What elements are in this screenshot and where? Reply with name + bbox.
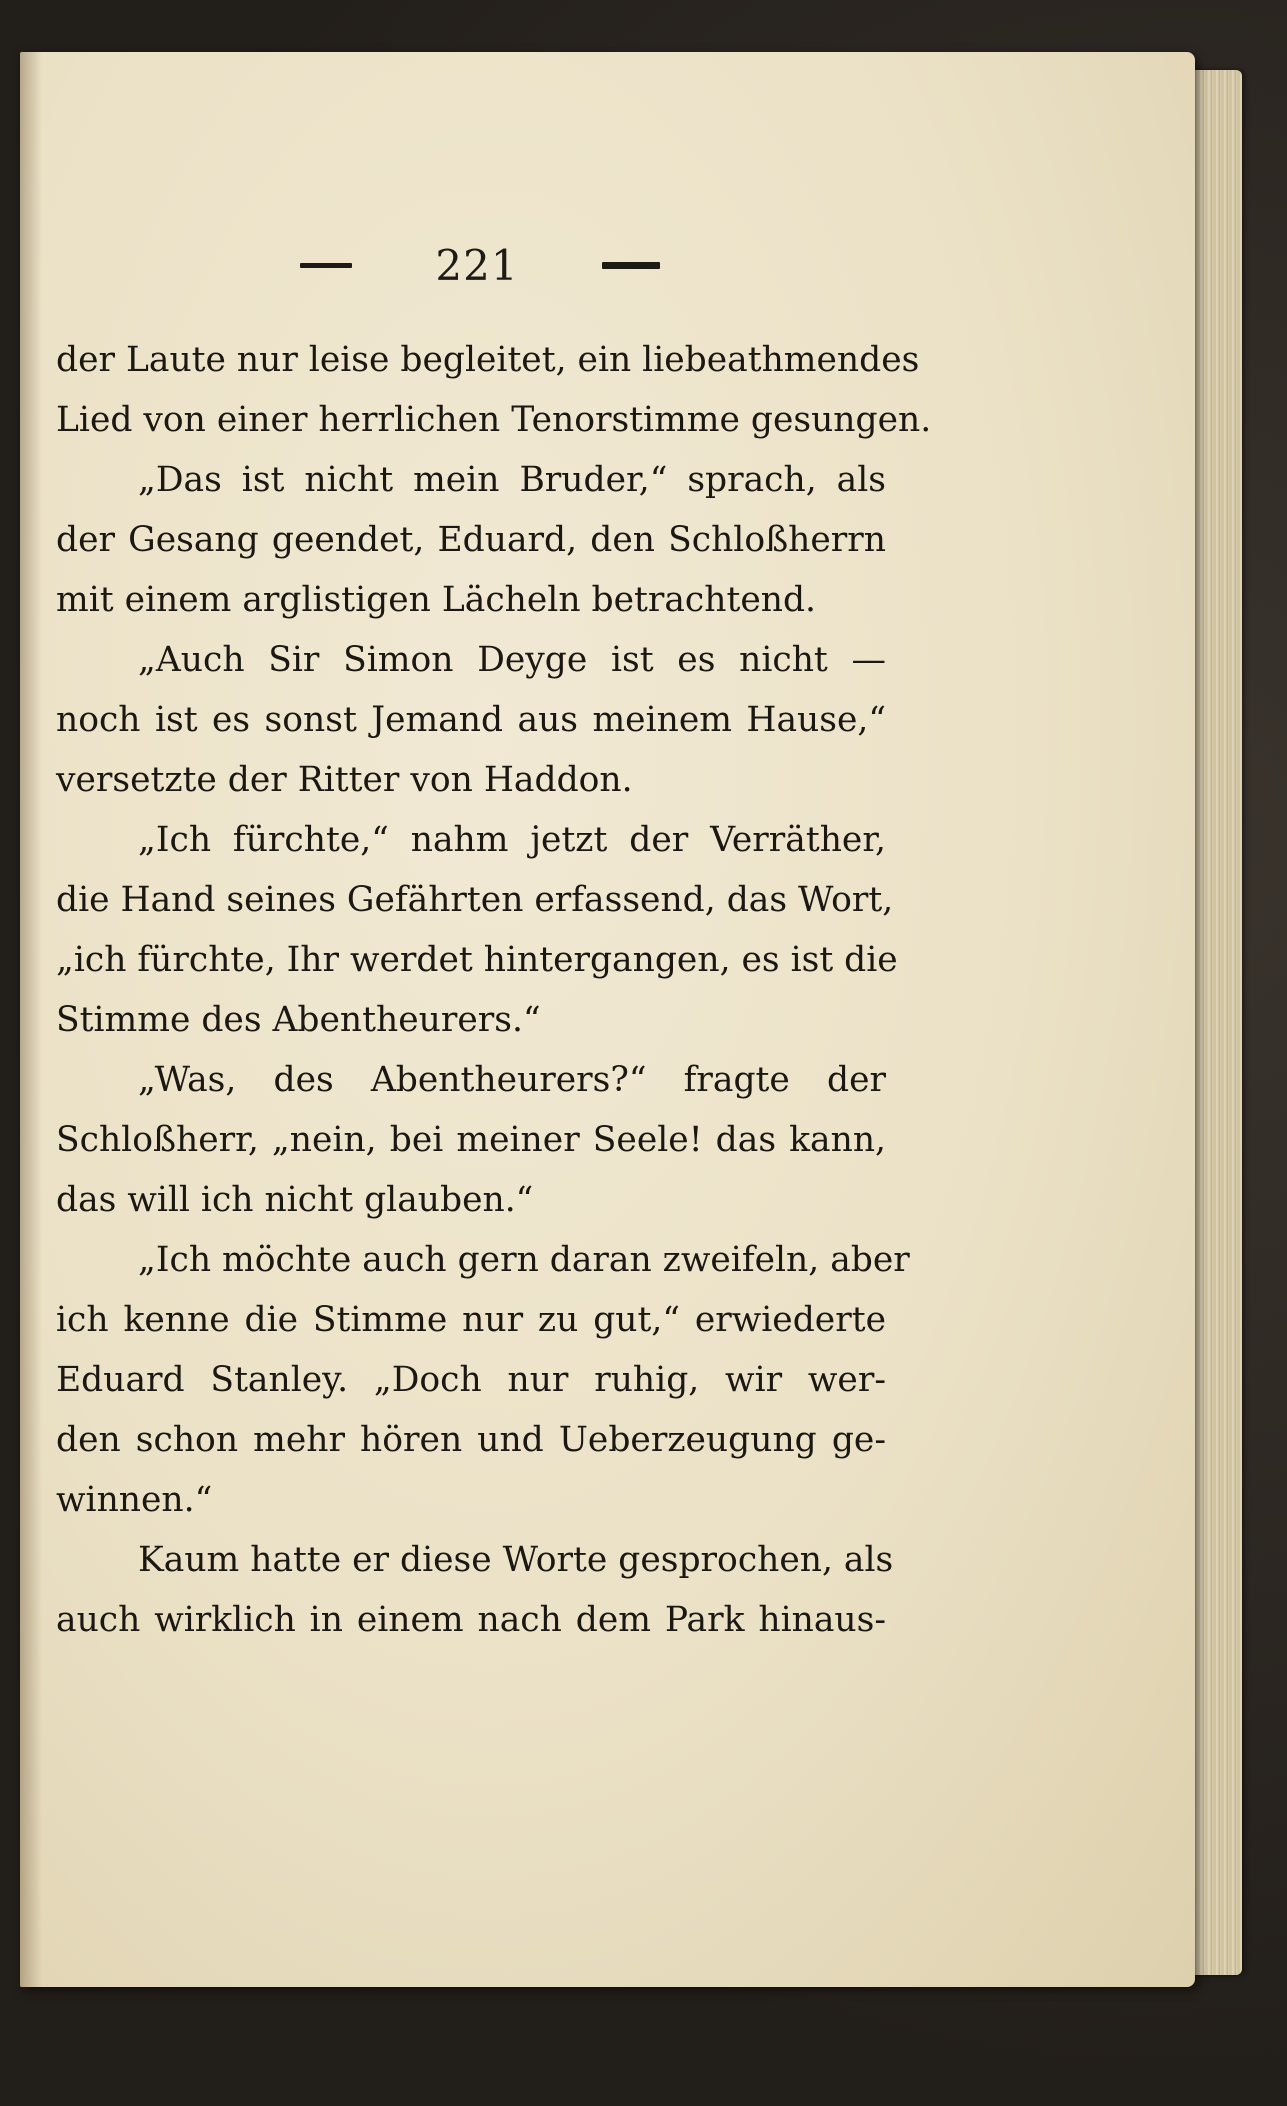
- header-dash-right: [602, 262, 660, 269]
- text-line: auch wirklich in einem nach dem Park hinaus-: [56, 1600, 886, 1640]
- text-line: „Auch Sir Simon Deyge ist es nicht —: [138, 640, 886, 680]
- text-line: den schon mehr hören und Ueberzeugung ge-: [56, 1420, 886, 1460]
- text-line: die Hand seines Gefährten erfassend, das Wort,: [56, 880, 894, 920]
- header-dash-left: [300, 263, 352, 268]
- text-line: „Ich fürchte,“ nahm jetzt der Verräther,: [138, 820, 886, 860]
- running-header: [300, 230, 660, 300]
- text-line: „Das ist nicht mein Bruder,“ sprach, als: [138, 460, 886, 500]
- body-text: [56, 330, 932, 1650]
- text-line: „ich fürchte, Ihr werdet hintergangen, es ist die: [56, 940, 898, 980]
- text-line: der Gesang geendet, Eduard, den Schloßherrn: [56, 520, 886, 560]
- text-line: noch ist es sonst Jemand aus meinem Hause,“: [56, 700, 886, 740]
- text-line: der Laute nur leise begleitet, ein liebeathmendes: [56, 340, 920, 380]
- page-gutter: [20, 52, 42, 1987]
- text-line: Eduard Stanley. „Doch nur ruhig, wir wer-: [56, 1360, 886, 1400]
- text-line: Stimme des Abentheurers.“: [56, 1000, 541, 1040]
- text-line: ich kenne die Stimme nur zu gut,“ erwiederte: [56, 1300, 886, 1340]
- text-line: „Was, des Abentheurers?“ fragte der: [138, 1060, 886, 1100]
- page-number: 221: [435, 240, 519, 290]
- text-line: mit einem arglistigen Lächeln betrachtend.: [56, 580, 817, 620]
- text-line: Schloßherr, „nein, bei meiner Seele! das kann,: [56, 1120, 886, 1160]
- text-line: winnen.“: [56, 1480, 213, 1520]
- text-line: Lied von einer herrlichen Tenorstimme gesungen.: [56, 400, 932, 440]
- text-line: versetzte der Ritter von Haddon.: [56, 760, 633, 800]
- text-line: Kaum hatte er diese Worte gesprochen, als: [138, 1540, 894, 1580]
- text-line: das will ich nicht glauben.“: [56, 1180, 534, 1220]
- text-line: „Ich möchte auch gern daran zweifeln, aber: [138, 1240, 910, 1280]
